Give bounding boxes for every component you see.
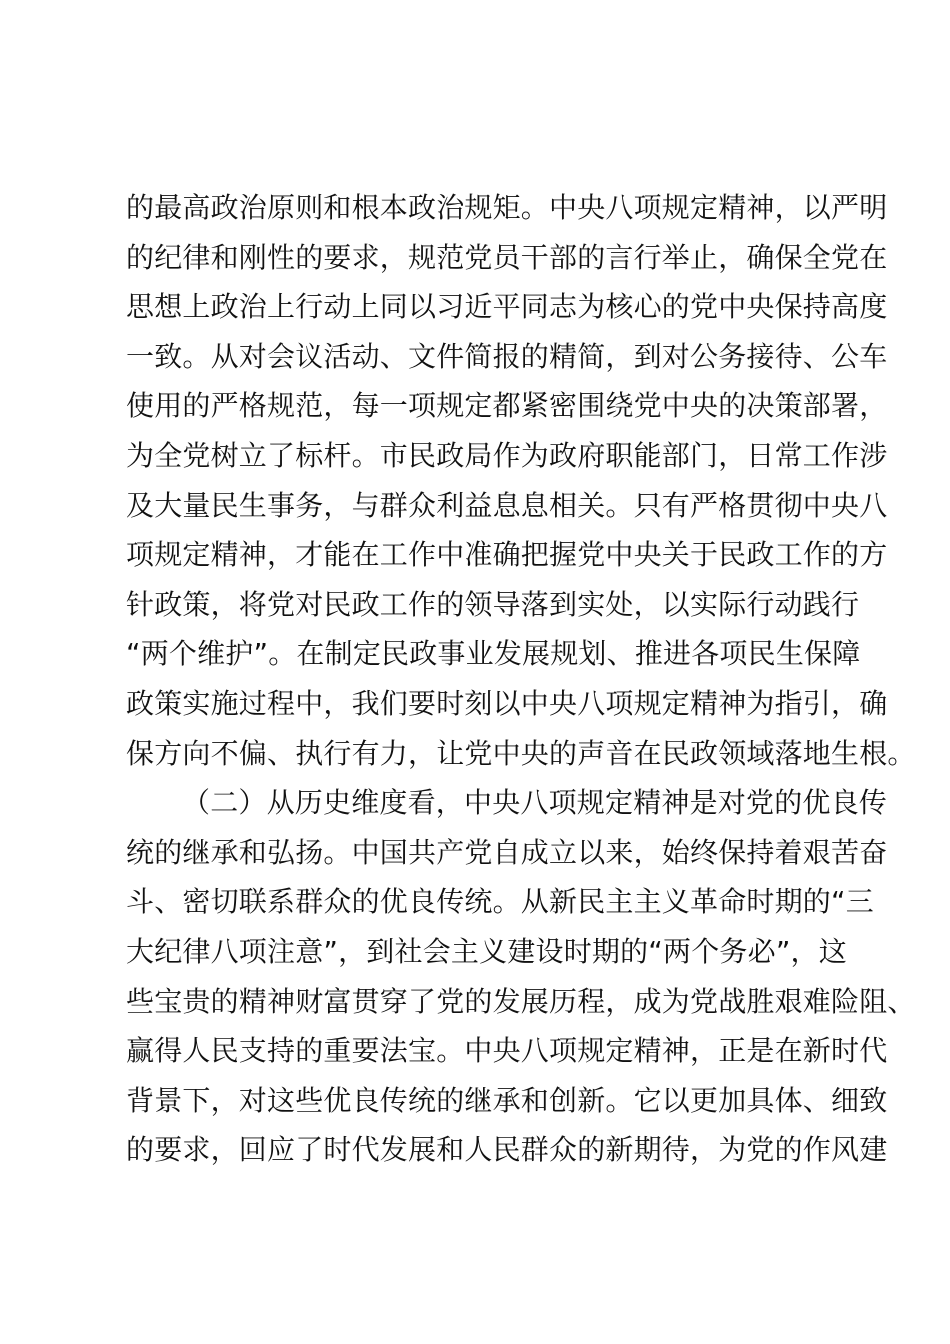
text-line: 项规定精神，才能在工作中准确把握党中央关于民政工作的方	[126, 538, 888, 572]
text-line: 的最高政治原则和根本政治规矩。中央八项规定精神，以严明	[126, 191, 888, 224]
text-line: 的纪律和刚性的要求，规范党员干部的言行举止，确保全党在	[126, 240, 888, 274]
text-line: “两个维护”。在制定民政事业发展规划、推进各项民生保障	[126, 637, 861, 671]
text-line: 赢得人民支持的重要法宝。中央八项规定精神，正是在新时代	[126, 1034, 888, 1068]
text-line: 斗、密切联系群众的优良传统。从新民主主义革命时期的“三	[126, 885, 874, 919]
text-line: 的要求，回应了时代发展和人民群众的新期待，为党的作风建	[126, 1133, 888, 1167]
text-line: 统的继承和弘扬。中国共产党自成立以来，始终保持着艰苦奋	[126, 835, 888, 869]
text-line: 为全党树立了标杆。市民政局作为政府职能部门，日常工作涉	[126, 438, 888, 472]
text-line: 一致。从对会议活动、文件简报的精简，到对公务接待、公车	[126, 339, 888, 373]
text-line: 些宝贵的精神财富贯穿了党的发展历程，成为党战胜艰难险阻、	[126, 984, 916, 1018]
body-text	[126, 183, 916, 1175]
text-line: 针政策，将党对民政工作的领导落到实处，以实际行动践行	[126, 587, 860, 621]
text-line: 保方向不偏、执行有力，让党中央的声音在民政领域落地生根。	[126, 736, 916, 770]
text-line: 使用的严格规范，每一项规定都紧密围绕党中央的决策部署，	[126, 389, 888, 423]
text-line: 背景下，对这些优良传统的继承和创新。它以更加具体、细致	[126, 1083, 888, 1117]
text-line: 政策实施过程中，我们要时刻以中央八项规定精神为指引，确	[126, 686, 888, 720]
text-line: 大纪律八项注意”，到社会主义建设时期的“两个务必”，这	[126, 934, 847, 968]
section-heading-line: （二）从历史维度看，中央八项规定精神是对党的优良传	[182, 786, 888, 820]
text-line: 思想上政治上行动上同以习近平同志为核心的党中央保持高度	[126, 290, 888, 324]
text-line: 及大量民生事务，与群众利益息息相关。只有严格贯彻中央八	[126, 488, 888, 522]
